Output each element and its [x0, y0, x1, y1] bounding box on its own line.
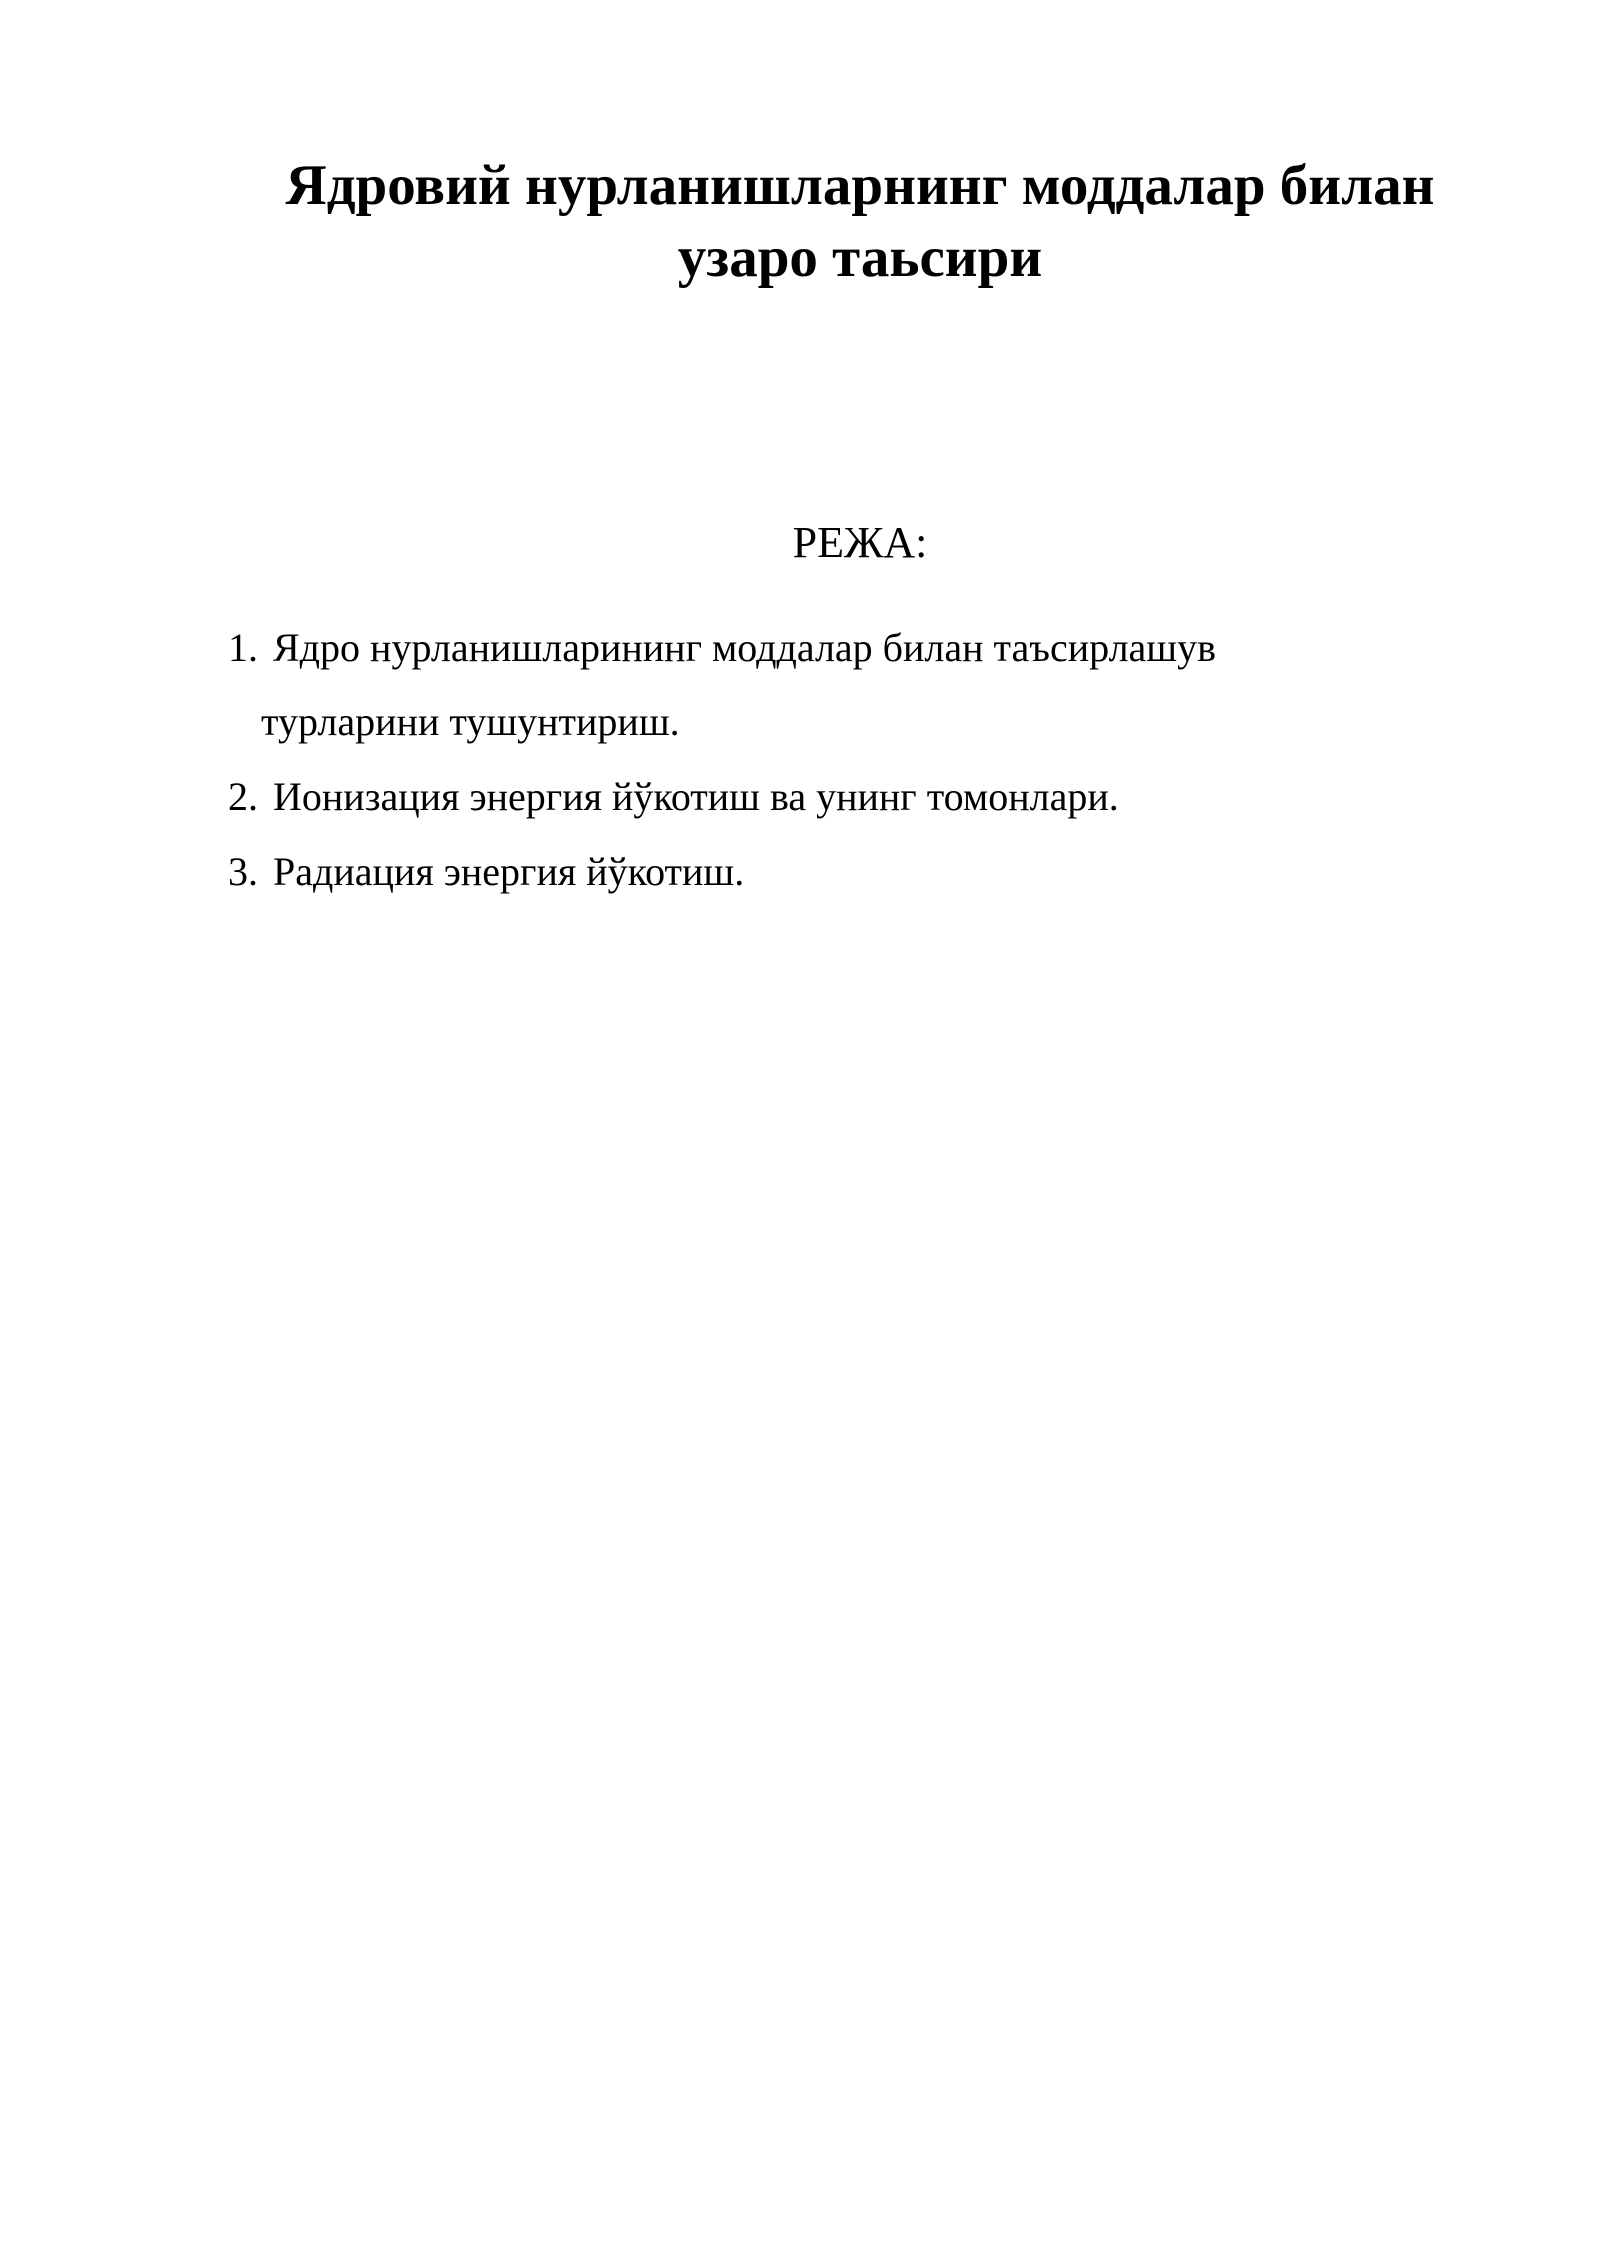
plan-item-text: Ядро нурланишларининг моддалар билан таъсирлашув [273, 625, 1216, 670]
plan-heading: РЕЖА: [792, 518, 928, 567]
plan-list [228, 620, 1488, 919]
document-title [200, 150, 1520, 294]
plan-item-number: 1. [228, 625, 258, 670]
plan-item-number: 2. [228, 774, 258, 819]
plan-item-continuation: турларини тушунтириш. [261, 699, 680, 744]
title-line-2: узаро таьсири [677, 226, 1043, 289]
plan-item-3 [228, 844, 1488, 900]
title-line-1: Ядровий нурланишларнинг моддалар билан [285, 154, 1435, 217]
plan-item-text: Ионизация энергия йўкотиш ва унинг томонлари. [273, 774, 1119, 819]
plan-item-1 [228, 620, 1488, 750]
plan-item-2 [228, 769, 1488, 825]
plan-item-number: 3. [228, 849, 258, 894]
plan-item-text: Радиация энергия йўкотиш. [273, 849, 745, 894]
